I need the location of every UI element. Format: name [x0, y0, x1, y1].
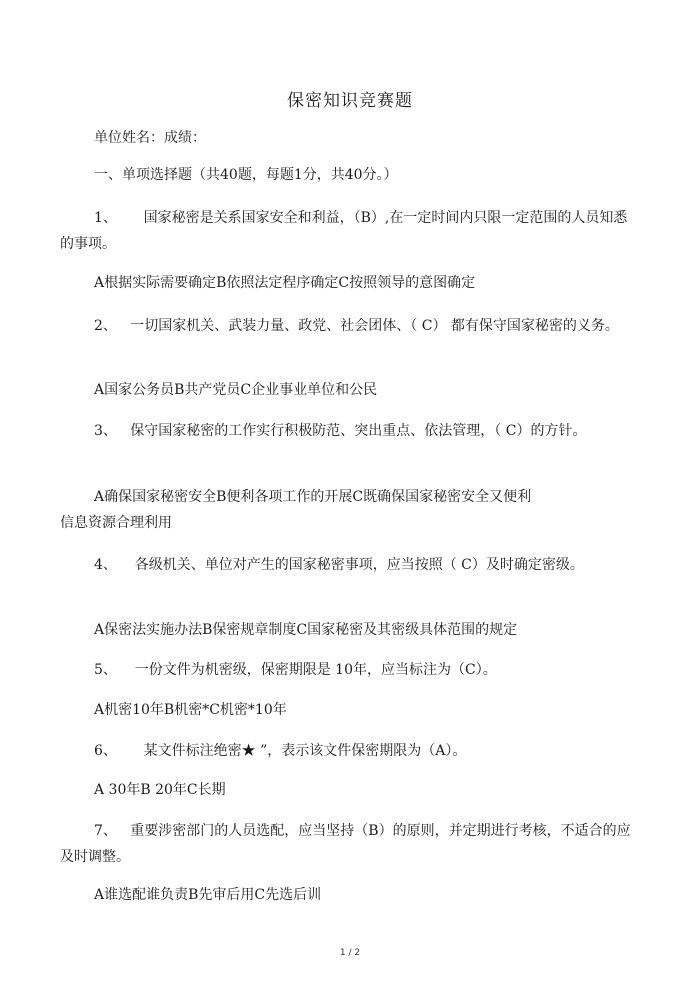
question-3-options-line1: A确保国家秘密安全B便利各项工作的开展C既确保国家秘密安全又便利: [94, 489, 532, 505]
page-number: 1 / 2: [339, 948, 361, 958]
unit-name-score-line: 单位姓名：成绩：: [94, 130, 206, 146]
question-5: [60, 657, 640, 683]
question-3-options-line2: 信息资源合理利用: [60, 515, 172, 531]
question-text: 保守国家秘密的工作实行积极防范、突出重点、依法管理，（ C）的方针。: [130, 423, 587, 439]
question-2-options: A国家公务员B共产党员C企业事业单位和公民: [94, 382, 378, 398]
question-text: 一切国家机关、武装力量、政党、社会团体、（ C） 都有保守国家秘密的义务。: [130, 318, 619, 334]
question-text: 各级机关、单位对产生的国家秘密事项，应当按照（ C）及时确定密级。: [134, 557, 584, 573]
question-number: 3、: [94, 423, 117, 439]
question-number: 5、: [94, 662, 117, 678]
question-7: [60, 818, 640, 870]
question-5-options: A机密10年B机密*C机密*10年: [94, 702, 287, 718]
question-text: 重要涉密部门的人员选配，应当坚持（B）的原则，并定期进行考核，不适合的应及时调整。: [60, 823, 631, 865]
question-number: 4、: [94, 557, 117, 573]
question-6-options: A 30年B 20年C长期: [94, 782, 226, 798]
question-1: [60, 205, 640, 257]
question-6: [60, 738, 640, 764]
question-number: 1、: [94, 210, 117, 226]
question-2: [60, 313, 640, 339]
question-3: [60, 418, 640, 444]
question-number: 6、: [94, 743, 117, 759]
question-4: [60, 552, 640, 578]
question-text: 某文件标注绝密★ ”，表示该文件保密期限为（A）。: [143, 743, 467, 759]
question-4-options: A保密法实施办法B保密规章制度C国家秘密及其密级具体范围的规定: [94, 622, 518, 638]
document-title: 保密知识竞赛题: [287, 91, 413, 111]
question-1-options: A根据实际需要确定B依照法定程序确定C按照领导的意图确定: [94, 275, 476, 291]
section-heading: 一、单项选择题（共40题，每题1分，共40分。）: [94, 167, 398, 183]
question-text: 国家秘密是关系国家安全和利益，（B）,在一定时间内只限一定范围的人员知悉的事项。: [60, 210, 628, 252]
question-number: 2、: [94, 318, 117, 334]
question-7-options: A谁选配谁负责B先审后用C先选后训: [94, 887, 322, 903]
question-text: 一份文件为机密级，保密期限是 10年，应当标注为（C）。: [134, 662, 497, 678]
question-number: 7、: [94, 823, 117, 839]
